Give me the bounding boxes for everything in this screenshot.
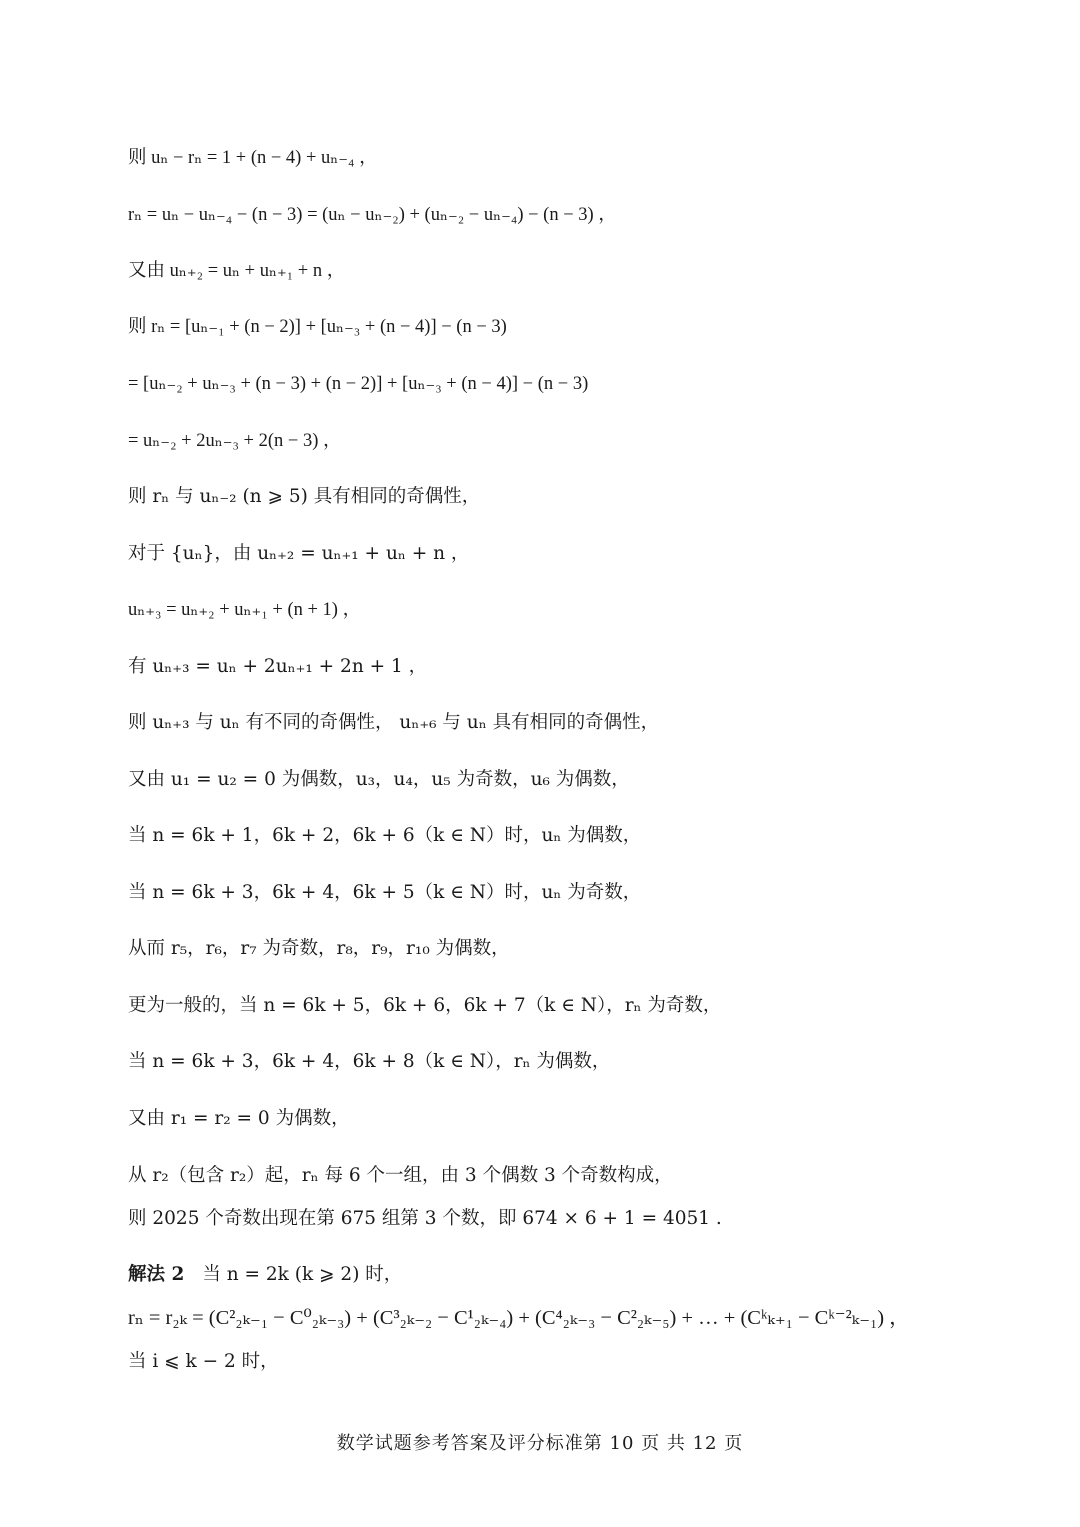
text-line: 当 n = 2k (k ⩾ 2) 时，: [202, 1264, 403, 1285]
method-label: 解法 2: [128, 1264, 185, 1285]
text-line: 当 i ⩽ k − 2 时，: [128, 1351, 279, 1372]
text-line: 当 n = 6k + 3，6k + 4，6k + 8（k ∈ N），rₙ 为偶数，: [128, 1051, 611, 1072]
text-line: 又由 uₙ₊₂ = uₙ + uₙ₊₁ + n ，: [128, 261, 346, 281]
text-line: = [uₙ₋₂ + uₙ₋₃ + (n − 3) + (n − 2)] + [uₙ₋₃ + (n − 4)] − (n − 3): [128, 374, 589, 394]
text-line: 又由 r₁ = r₂ = 0 为偶数，: [128, 1108, 350, 1129]
text-line: 有 uₙ₊₃ = uₙ + 2uₙ₊₁ + 2n + 1 ，: [128, 656, 428, 677]
text-line: 对于 {uₙ}，由 uₙ₊₂ = uₙ₊₁ + uₙ + n ，: [128, 543, 470, 564]
text-line: = uₙ₋₂ + 2uₙ₋₃ + 2(n − 3) ，: [128, 431, 342, 451]
method-2-line: [128, 1262, 402, 1288]
text-line: 更为一般的，当 n = 6k + 5，6k + 6，6k + 7（k ∈ N），rₙ 为奇数，: [128, 995, 722, 1016]
page-footer: 数学试题参考答案及评分标准第 10 页 共 12 页: [336, 1433, 744, 1454]
text-line: 又由 u₁ = u₂ = 0 为偶数，u₃，u₄，u₅ 为奇数，u₆ 为偶数，: [128, 769, 630, 790]
text-line: 则 uₙ₊₃ 与 uₙ 有不同的奇偶性， uₙ₊₆ 与 uₙ 具有相同的奇偶性，: [128, 712, 660, 733]
text-line: 则 uₙ − rₙ = 1 + (n − 4) + uₙ₋₄ ，: [128, 148, 378, 168]
text-line: rₙ = r₂ₖ = (C²₂ₖ₋₁ − C⁰₂ₖ₋₃) + (C³₂ₖ₋₂ − C¹₂ₖ₋₄) + (C⁴₂ₖ₋₃ − C²₂ₖ₋₅) + … + (Cᵏₖ₊₁ − Cᵏ⁻²ₖ₋₁) ，: [128, 1307, 910, 1329]
text-line: 则 2025 个奇数出现在第 675 组第 3 个数，即 674 × 6 + 1 = 4051 .: [128, 1208, 722, 1229]
text-line: rₙ = uₙ − uₙ₋₄ − (n − 3) = (uₙ − uₙ₋₂) + (uₙ₋₂ − uₙ₋₄) − (n − 3) ，: [128, 205, 617, 225]
text-line: 从 r₂（包含 r₂）起，rₙ 每 6 个一组，由 3 个偶数 3 个奇数构成，: [128, 1165, 673, 1186]
text-line: 当 n = 6k + 1，6k + 2，6k + 6（k ∈ N）时，uₙ 为偶数，: [128, 825, 642, 846]
text-line: 当 n = 6k + 3，6k + 4，6k + 5（k ∈ N）时，uₙ 为奇数，: [128, 882, 642, 903]
text-line: 则 rₙ = [uₙ₋₁ + (n − 2)] + [uₙ₋₃ + (n − 4)] − (n − 3): [128, 317, 507, 337]
text-line: 则 rₙ 与 uₙ₋₂ (n ⩾ 5) 具有相同的奇偶性，: [128, 486, 481, 507]
text-line: 从而 r₅，r₆，r₇ 为奇数，r₈，r₉，r₁₀ 为偶数，: [128, 938, 510, 959]
text-line: uₙ₊₃ = uₙ₊₂ + uₙ₊₁ + (n + 1) ，: [128, 600, 362, 620]
